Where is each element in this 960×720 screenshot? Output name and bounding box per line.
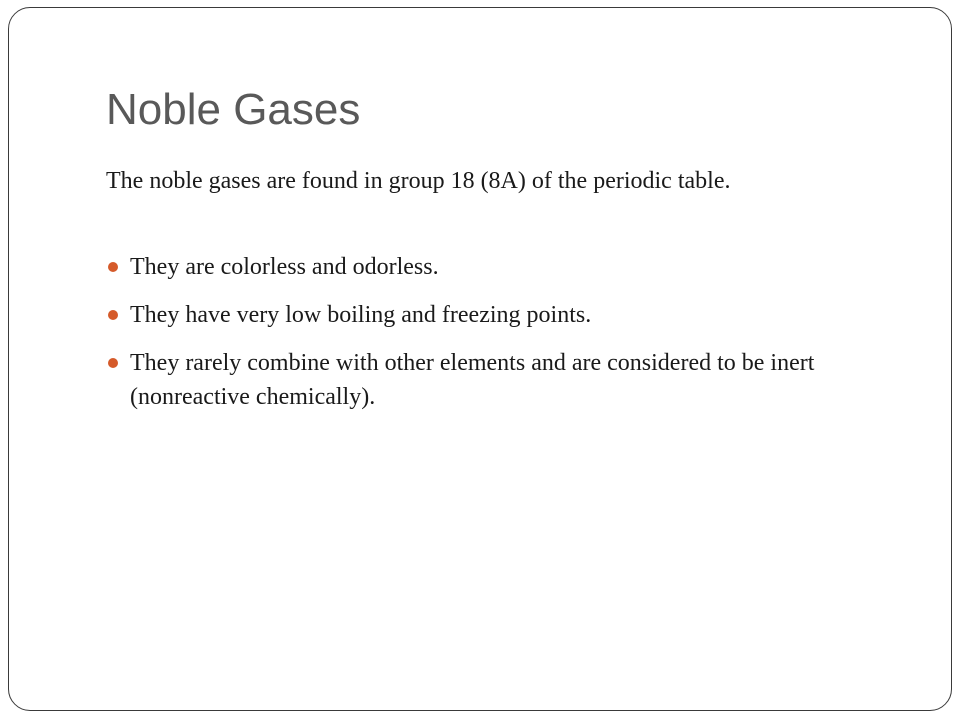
intro-paragraph: The noble gases are found in group 18 (8A) of the periodic table. [106,168,731,194]
bullet-text: They rarely combine with other elements and are considered to be inert (nonreactive chemically). [130,350,815,410]
slide-title: Noble Gases [106,85,361,134]
bullet-dot-icon [108,262,118,272]
bullet-text: They have very low boiling and freezing points. [130,302,592,328]
bullet-dot-icon [108,310,118,320]
bullet-text: They are colorless and odorless. [130,254,439,280]
bullet-list [106,250,906,428]
list-item [106,250,906,284]
bullet-dot-icon [108,358,118,368]
list-item [106,298,906,332]
list-item [106,346,906,414]
